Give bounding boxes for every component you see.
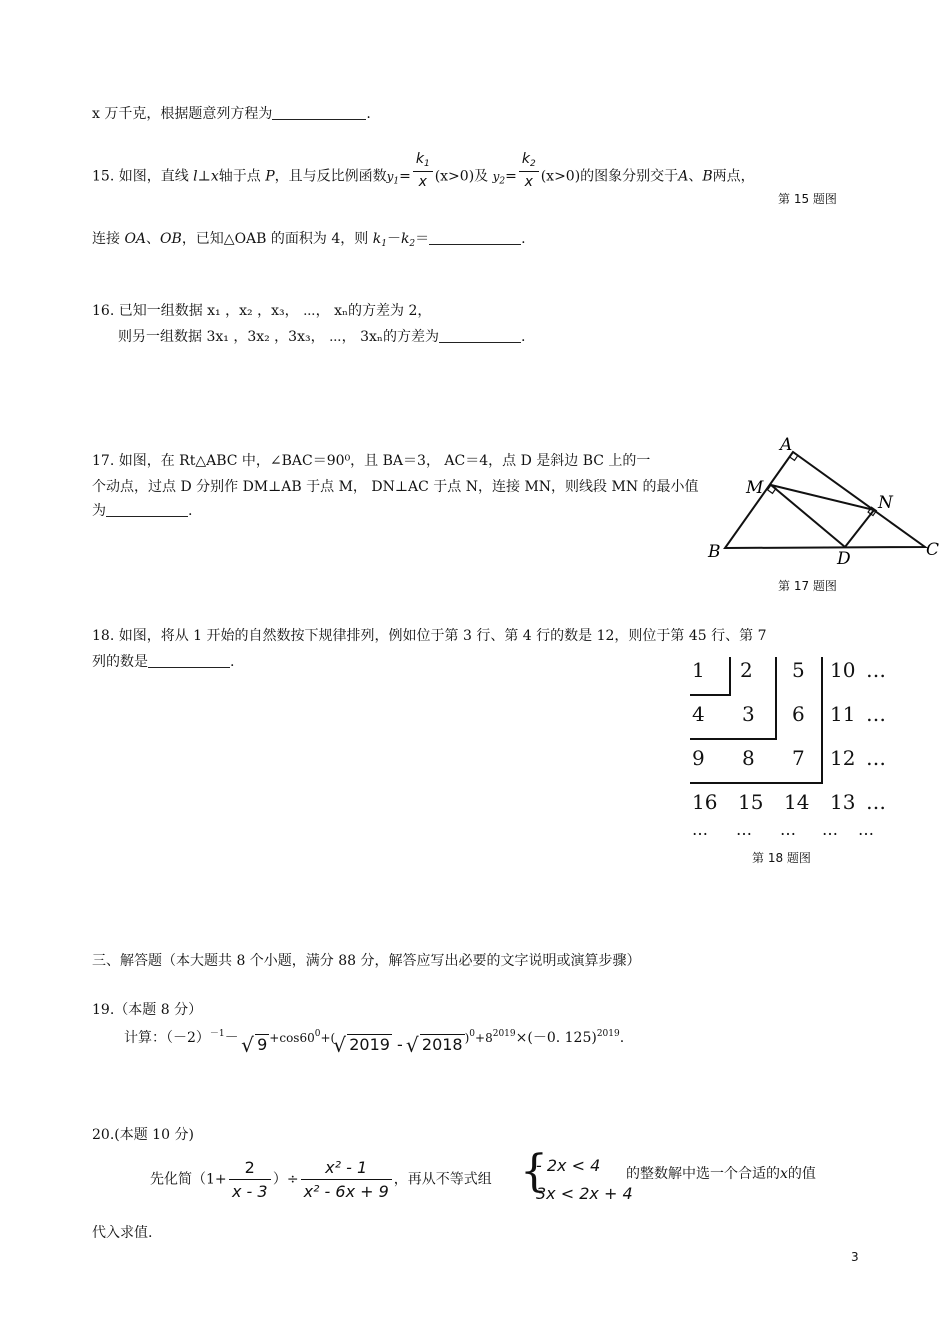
q17-line2: 个动点，过点 D 分别作 DM⊥AB 于点 M， DN⊥AC 于点 N，连接 MN，则线段 MN 的最小值 bbox=[92, 479, 699, 495]
grid-cell: … bbox=[692, 820, 708, 839]
q16-line2: 则另一组数据 3x₁ ，3x₂ ，3x₃， ⋯， 3xₙ的方差为 . bbox=[118, 329, 526, 345]
page-number: 3 bbox=[851, 1250, 859, 1264]
grid-cell: 5 bbox=[792, 658, 805, 682]
q18-number-grid bbox=[688, 655, 898, 850]
grid-cell: 16 bbox=[692, 790, 718, 814]
grid-cell: 2 bbox=[740, 658, 753, 682]
q18-line2: 列的数是 . bbox=[92, 654, 235, 670]
q15-line1: 15. 如图，直线 l⊥x轴于点 P，且与反比例函数$y_1=$ $\frac{k_1}{x}$ (x>0)及 $y_2=$ $\frac{k_2}{x}$ (x>0)的图象分别交于A、B两点， bbox=[92, 151, 755, 190]
q16-line1: 16. 已知一组数据 x₁ ，x₂ ，x₃， ⋯， xₙ的方差为 2， bbox=[92, 303, 432, 319]
q18-line1: 18. 如图，将从 1 开始的自然数按下规律排列，例如位于第 3 行、第 4 行的数是 12，则位于第 45 行、第 7 bbox=[92, 628, 767, 644]
grid-cell: … bbox=[866, 746, 886, 770]
q17-line1: 17. 如图，在 Rt△ABC 中，∠BAC＝90⁰，且 BA＝3， AC＝4，点 D 是斜边 BC 上的一 bbox=[92, 453, 651, 469]
q19-expression: 计算：$(-2)^{-1}-$ √ $9 +\cos 60^0+(√$ 2019 - √ 2018 )$^0+8^{2019}\times(-0$. 125)$^{2019}$. bbox=[124, 1026, 624, 1047]
grid-cell: … bbox=[866, 658, 886, 682]
q20-line2: 代入求值. bbox=[92, 1225, 153, 1241]
q15-figure-caption: 第 15 题图 bbox=[778, 192, 837, 206]
triangle-abc bbox=[725, 452, 925, 548]
grid-cell: … bbox=[736, 820, 752, 839]
sqrt-2018: √ 2018 bbox=[408, 1035, 465, 1054]
inequality-1: - 2x < 4 bbox=[536, 1156, 601, 1175]
grid-cell: 3 bbox=[742, 702, 755, 726]
grid-cell: 9 bbox=[692, 746, 705, 770]
sqrt-9: √ 9 bbox=[243, 1035, 269, 1054]
grid-cell: 13 bbox=[830, 790, 856, 814]
inequality-2: 3x < 2x + 4 bbox=[536, 1184, 633, 1203]
q15-line2: 连接 OA、OB，已知△OAB 的面积为 4，则 $k_1-k_2=$ . bbox=[92, 231, 526, 249]
label-c: C bbox=[926, 540, 940, 560]
grid-cell: 12 bbox=[830, 746, 856, 770]
grid-cell: 15 bbox=[738, 790, 764, 814]
answer-blank bbox=[148, 653, 230, 668]
system-brace: { bbox=[520, 1146, 548, 1197]
q14-tail: x 万千克，根据题意列方程为 . bbox=[92, 106, 371, 122]
grid-cell: 8 bbox=[742, 746, 755, 770]
answer-blank bbox=[106, 502, 188, 517]
fraction-x2-minus-1: $\frac{\text{x² - 1}}{\text{x² - 6x + 9}}$ bbox=[301, 1158, 392, 1201]
grid-cell: … bbox=[822, 820, 838, 839]
grid-cell: 10 bbox=[830, 658, 856, 682]
answer-blank bbox=[439, 328, 521, 343]
q18-figure-caption: 第 18 题图 bbox=[752, 851, 811, 865]
label-b: B bbox=[708, 542, 721, 562]
grid-cell: 6 bbox=[792, 702, 805, 726]
fraction-k1-over-x: $\frac{k_1}{x}$ bbox=[413, 151, 433, 190]
q19-header: 19.（本题 8 分） bbox=[92, 1002, 203, 1018]
q17-triangle-figure bbox=[700, 430, 945, 565]
sqrt-2019: √ 2019 bbox=[335, 1035, 392, 1054]
grid-cell: … bbox=[858, 820, 874, 839]
answer-blank bbox=[272, 105, 366, 120]
grid-cell: … bbox=[780, 820, 796, 839]
q20-expression: 先化简（1+ $\frac{2}{x - 3}$ ）÷ $\frac{\text{x² - 1}}{\text{x² - 6x + 9}}$ ，再从不等式组 bbox=[150, 1158, 492, 1201]
grid-cell: 11 bbox=[830, 702, 856, 726]
grid-cell: 1 bbox=[692, 658, 705, 682]
grid-cell: 4 bbox=[692, 702, 705, 726]
section3-title: 三、解答题（本大题共 8 个小题，满分 88 分，解答应写出必要的文字说明或演算步骤） bbox=[92, 953, 641, 969]
label-n: N bbox=[878, 493, 893, 513]
label-a: A bbox=[780, 435, 793, 455]
answer-blank bbox=[429, 230, 521, 245]
segment-dn bbox=[845, 510, 874, 547]
grid-cell: 14 bbox=[784, 790, 810, 814]
label-m: M bbox=[746, 478, 764, 498]
label-d: D bbox=[837, 549, 851, 565]
grid-cell: … bbox=[866, 790, 886, 814]
grid-cell: 7 bbox=[792, 746, 805, 770]
q17-figure-caption: 第 17 题图 bbox=[778, 579, 837, 593]
grid-cell: … bbox=[866, 702, 886, 726]
q17-line3: 为 . bbox=[92, 503, 193, 519]
q20-expression-tail: 的整数解中选一个合适的x的值 bbox=[626, 1166, 816, 1182]
fraction-2-over-x-minus-3: $\frac{2}{x - 3}$ bbox=[229, 1158, 271, 1201]
q20-header: 20.(本题 10 分) bbox=[92, 1127, 194, 1143]
fraction-k2-over-x: $\frac{k_2}{x}$ bbox=[519, 151, 539, 190]
